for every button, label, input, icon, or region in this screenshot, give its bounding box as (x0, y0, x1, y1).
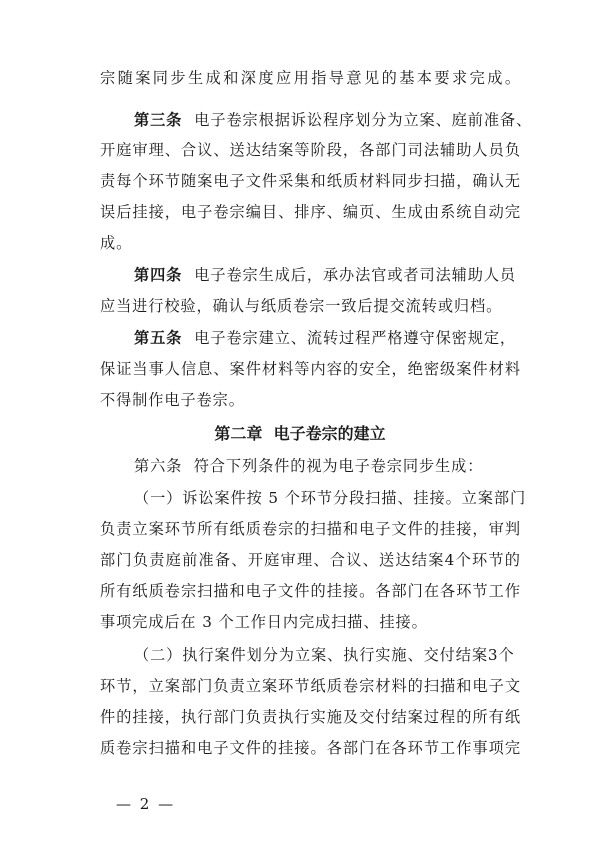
paragraph-line: 电子卷宗根据诉讼程序划分为立案、庭前准备、 (194, 111, 533, 129)
paragraph-line: 应当进行校验，确认与纸质卷宗一致后提交流转或归档。 (100, 297, 503, 315)
paragraph-line: 部门负责庭前准备、开庭审理、合议、送达结案4个环节的 (100, 551, 520, 569)
paragraph-line: 电子卷宗生成后，承办法官或者司法辅助人员 (194, 266, 517, 284)
article-6-line: 第六条 符合下列条件的视为电子卷宗同步生成： (134, 457, 484, 475)
article-4-line (134, 265, 520, 285)
paragraph-line: 不得制作电子卷宗。 (100, 391, 245, 409)
paragraph-line: 负责立案环节所有纸质卷宗的扫描和电子文件的挂接，审判 (100, 520, 520, 538)
paragraph-line: （二）执行案件划分为立案、执行实施、交付结案3个 (134, 646, 515, 664)
article-label: 第三条 (134, 111, 183, 129)
paragraph-line: 责每个环节随案电子文件采集和纸质材料同步扫描，确认无 (100, 172, 520, 190)
paragraph-line: 环节，立案部门负责立案环节纸质卷宗材料的扫描和电子文 (100, 677, 520, 695)
paragraph-line: 保证当事人信息、案件材料等内容的安全，绝密级案件材料 (100, 360, 520, 378)
paragraph-line: 件的挂接，执行部门负责执行实施及交付结案过程的所有纸 (100, 708, 520, 726)
paragraph-line: 宗随案同步生成和深度应用指导意见的基本要求完成。 (100, 69, 520, 87)
paragraph-line: 成。 (100, 234, 133, 252)
paragraph-line: 所有纸质卷宗扫描和电子文件的挂接。各部门在各环节工作 (100, 582, 520, 600)
paragraph-line: 电子卷宗建立、流转过程严格遵守保密规定， (194, 329, 517, 347)
article-3-line (134, 110, 533, 130)
paragraph-line: （一）诉讼案件按 5 个环节分段扫描、挂接。立案部门 (134, 489, 527, 507)
paragraph-line: 误后挂接，电子卷宗编目、排序、编页、生成由系统自动完 (100, 203, 520, 221)
chapter-heading: 第二章 电子卷宗的建立 (214, 424, 386, 443)
paragraph-line: 开庭审理、合议、送达结案等阶段，各部门司法辅助人员负 (100, 141, 520, 159)
article-label: 第四条 (134, 266, 183, 284)
paragraph-line: 事项完成后在 3 个工作日内完成扫描、挂接。 (100, 613, 428, 631)
paragraph-line: 质卷宗扫描和电子文件的挂接。各部门在各环节工作事项完 (100, 739, 520, 757)
page-number: — 2 — (116, 795, 176, 813)
article-5-line (134, 328, 520, 348)
article-label: 第五条 (134, 329, 183, 347)
